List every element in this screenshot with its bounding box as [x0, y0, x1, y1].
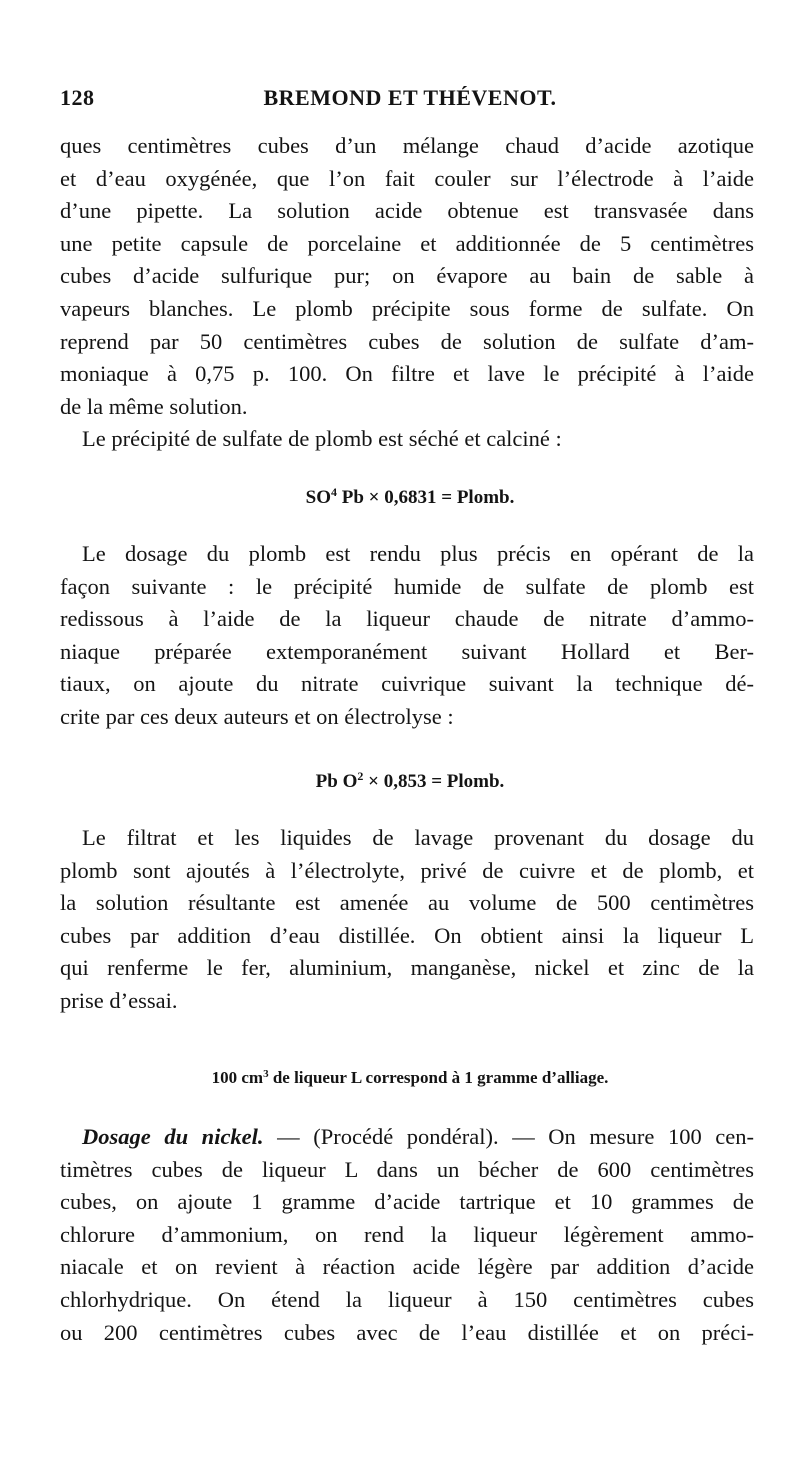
paragraph-electrode-wash	[60, 130, 754, 423]
text-line: la solution résultante est amenée au volume de 500 centimètres	[60, 890, 754, 916]
text-line: timètres cubes de liqueur L dans un bécher de 600 centimètres	[60, 1156, 754, 1182]
text-line: de la même solution.	[60, 393, 248, 419]
text-line: redissous à l’aide de la liqueur chaude de nitrate d’ammo-	[60, 606, 754, 632]
paragraph-calcination	[60, 423, 754, 456]
text-line: moniaque à 0,75 p. 100. On filtre et lave le précipité à l’aide	[60, 361, 754, 387]
text-line: tiaux, on ajoute du nitrate cuivrique suivant la technique dé-	[60, 671, 754, 697]
section-heading: Dosage du nickel.	[82, 1124, 264, 1149]
text-line: Le filtrat et les liquides de lavage provenant du dosage du	[82, 825, 754, 850]
text-line	[60, 1121, 754, 1154]
page-number: 128	[60, 85, 95, 110]
text-line: reprend par 50 centimètres cubes de solution de sulfate d’am-	[60, 328, 754, 354]
text-line: niaque préparée extemporanément suivant Hollard et Ber-	[60, 638, 754, 664]
formula-superscript: 2	[357, 769, 364, 783]
text-line: vapeurs blanches. Le plomb précipite sous forme de sulfate. On	[60, 295, 754, 321]
note-text: 100 cm	[211, 1068, 264, 1087]
running-title: BREMOND ET THÉVENOT.	[263, 85, 557, 110]
text-run: — (Procédé pondéral). — On mesure 100 cen-	[263, 1124, 755, 1149]
formula-text: SO	[305, 487, 331, 508]
text-line: cubes, on ajoute 1 gramme d’acide tartrique et 10 grammes de	[60, 1189, 754, 1215]
running-header	[60, 85, 760, 117]
text-line: cubes d’acide sulfurique pur; on évapore au bain de sable à	[60, 263, 754, 289]
text-line: ques centimètres cubes d’un mélange chaud d’acide azotique	[60, 133, 754, 158]
formula-text: × 0,853 = Plomb.	[363, 771, 505, 792]
text-line: plomb sont ajoutés à l’électrolyte, privé de cuivre et de plomb, et	[60, 857, 754, 883]
formula-text: Pb × 0,6831 = Plomb.	[337, 487, 515, 508]
paragraph-liquor-l	[60, 822, 754, 1018]
text-line: façon suivante : le précipité humide de sulfate de plomb est	[60, 573, 754, 599]
paragraph-nickel	[60, 1121, 754, 1349]
formula-sulfate	[60, 487, 760, 509]
note-text: de liqueur L correspond à 1 gramme d’alliage.	[268, 1068, 609, 1087]
text-line: niacale et on revient à réaction acide légère par addition d’acide	[60, 1254, 754, 1280]
text-line: prise d’essai.	[60, 987, 178, 1013]
text-line: Le précipité de sulfate de plomb est séché et calciné :	[82, 426, 562, 451]
text-line: qui renferme le fer, aluminium, manganèse, nickel et zinc de la	[60, 955, 754, 981]
text-line: d’une pipette. La solution acide obtenue est transvasée dans	[60, 198, 754, 224]
formula-text: Pb O	[315, 771, 358, 792]
formula-superscript: 4	[331, 485, 337, 499]
text-line: cubes par addition d’eau distillée. On obtient ainsi la liqueur L	[60, 922, 754, 948]
formula-lead-oxide	[60, 771, 760, 793]
paragraph-lead-dosage	[60, 538, 754, 734]
text-line: chlorhydrique. On étend la liqueur à 150 centimètres cubes	[60, 1286, 754, 1312]
note-superscript: 3	[263, 1068, 269, 1080]
text-line: et d’eau oxygénée, que l’on fait couler sur l’électrode à l’aide	[60, 165, 754, 191]
centered-note	[60, 1068, 760, 1088]
text-line: une petite capsule de porcelaine et additionnée de 5 centimètres	[60, 230, 754, 256]
text-line: chlorure d’ammonium, on rend la liqueur légèrement ammo-	[60, 1221, 754, 1247]
text-line: crite par ces deux auteurs et on électrolyse :	[60, 703, 454, 729]
text-line: ou 200 centimètres cubes avec de l’eau distillée et on préci-	[60, 1319, 754, 1345]
text-line: Le dosage du plomb est rendu plus précis en opérant de la	[82, 541, 754, 566]
